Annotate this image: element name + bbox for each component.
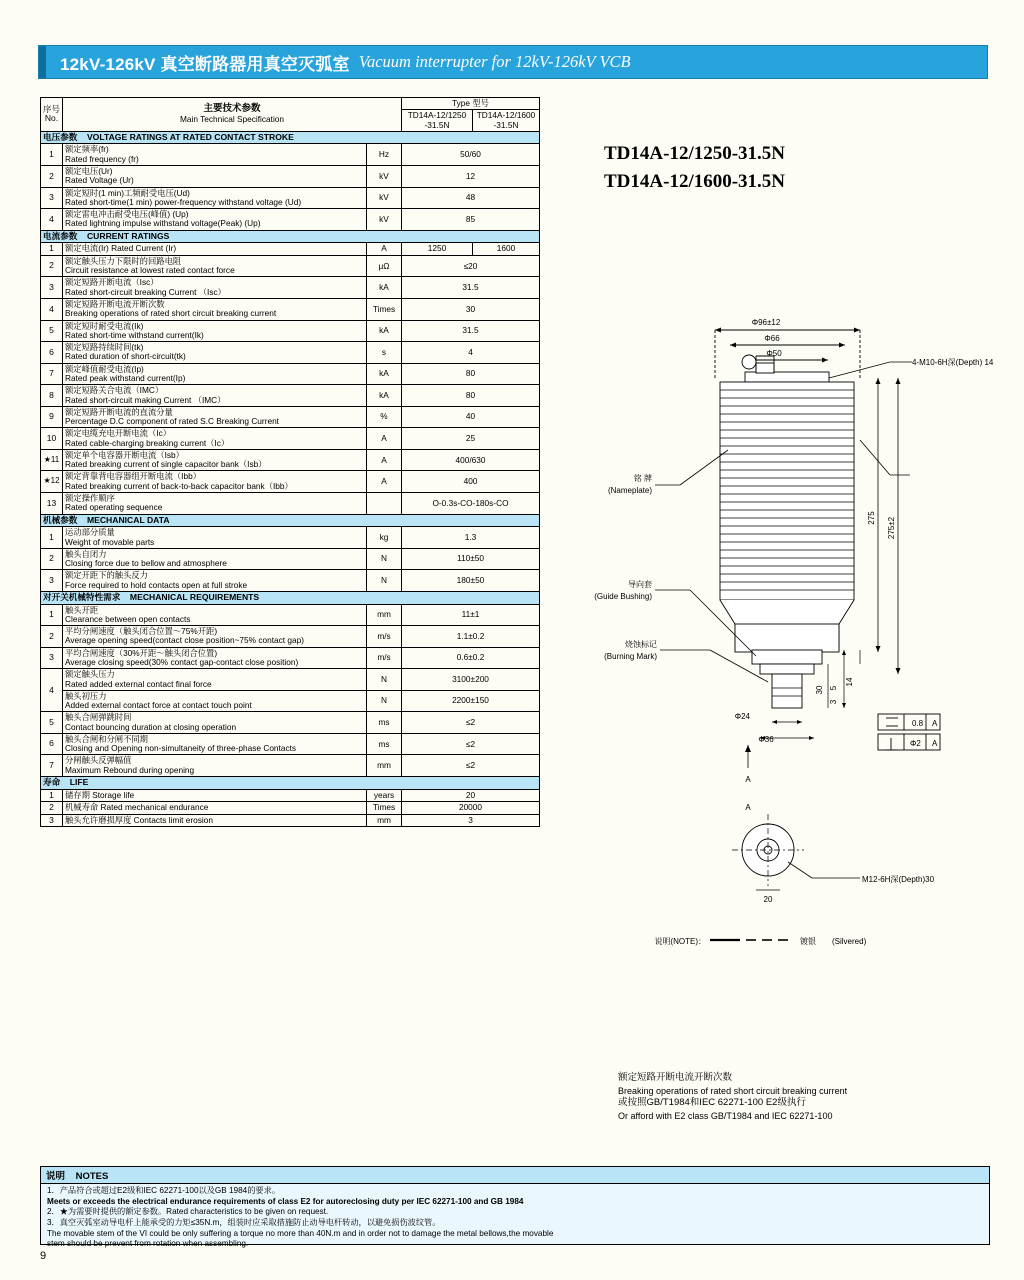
dim-height-275-2: 275±2 xyxy=(887,516,896,540)
section-mark-a-2: A xyxy=(745,803,751,812)
label-guide-bushing-cn: 导向套 xyxy=(628,580,652,589)
table-row: 2 额定电压(Ur) Rated Voltage (Ur) kV 12 xyxy=(41,166,540,188)
dim-30: 30 xyxy=(815,685,824,695)
gdt-parallel-value: 0.8 xyxy=(912,719,924,728)
specification-table xyxy=(40,97,540,827)
section-mark-a-1: A xyxy=(745,775,751,784)
dim-mounting-holes: 4-M10-6H深(Depth) 14 xyxy=(912,358,994,367)
table-row: 2 平均分闸速度（触头闭合位置～75%开距) Average opening speed(contact close position~75% contact gap) m/s 1.1±0.2 xyxy=(41,626,540,648)
table-row: 13 额定操作顺序 Rated operating sequence O-0.3s-CO-180s-CO xyxy=(41,493,540,515)
table-row: ★12 额定背靠背电容器组开断电流（Ibb） Rated breaking current of back-to-back capacitor bank（Ibb） A 400 xyxy=(41,471,540,493)
dim-height-275-1: 275 xyxy=(867,511,876,525)
gdt-datum-a-1: A xyxy=(932,719,938,728)
note-line: 2．★为需要时提供的额定参数。Rated characteristics to be given on request. xyxy=(47,1207,329,1217)
section-header-voltage: 电压参数 VOLTAGE RATINGS AT RATED CONTACT STROKE xyxy=(41,131,540,144)
dim-bottom-thread: M12-6H深(Depth)30 xyxy=(862,875,935,884)
table-row: 8 额定短路关合电流（IMC） Rated short-circuit making Current （IMC） kA 80 xyxy=(41,385,540,407)
model-line-2: TD14A-12/1600-31.5N xyxy=(604,170,786,192)
section-header-mechanical: 机械参数 MECHANICAL DATA xyxy=(41,514,540,527)
table-row: 触头初压力 Added external contact force at contact touch point N 2200±150 xyxy=(41,690,540,712)
drawing-note-silver-en: (Silvered) xyxy=(832,937,867,946)
table-row: 4 额定雷电冲击耐受电压(峰值) (Up) Rated lightning impulse withstand voltage(Peak) (Up) kV 85 xyxy=(41,209,540,231)
model-designations xyxy=(604,140,1004,195)
product-technical-drawing xyxy=(560,290,1020,990)
section-header-mech-req: 对开关机械特性需求 MECHANICAL REQUIREMENTS xyxy=(41,591,540,604)
gdt-datum-a-2: A xyxy=(932,739,938,748)
table-row: 9 额定短路开断电流的直流分量 Percentage D.C component of rated S.C Breaking Current % 40 xyxy=(41,406,540,428)
header-no: 序号 No. xyxy=(41,98,63,132)
label-burning-mark-cn: 烧蚀标记 xyxy=(625,640,657,649)
model-line-1: TD14A-12/1250-31.5N xyxy=(604,143,786,164)
banner-title-cn: 12kV-126kV 真空断路器用真空灭弧室 xyxy=(60,54,350,74)
table-row: 1 触头开距 Clearance between open contacts mm 11±1 xyxy=(41,604,540,626)
table-row: 2 机械寿命 Rated mechanical endurance Times 20000 xyxy=(41,802,540,815)
table-row: 4 额定短路开断电流开断次数 Breaking operations of rated short circuit breaking current Times 30 xyxy=(41,298,540,320)
label-burning-mark-en: (Burning Mark) xyxy=(604,652,657,661)
table-row: 3 额定短路开断电流（Isc） Rated short-circuit breaking Current （Isc） kA 31.5 xyxy=(41,277,540,299)
table-row: ★11 额定单个电容器开断电流（Isb） Rated breaking current of single capacitor bank（Isb） A 400/630 xyxy=(41,449,540,471)
table-row: 1 额定电流(Ir) Rated Current (Ir) A 1250 1600 xyxy=(41,243,540,256)
table-row: 10 额定电缆充电开断电流（Ic） Rated cable-charging breaking current（Ic） A 25 xyxy=(41,428,540,450)
note-line: 1．产品符合或超过E2级和IEC 62271-100以及GB 1984的要求。 xyxy=(47,1186,280,1195)
table-row: 3 额定短时(1 min)工频耐受电压(Ud) Rated short-time(1 min) power-frequency withstand voltage (Ud) kV 48 xyxy=(41,187,540,209)
table-row: 1 储存期 Storage life years 20 xyxy=(41,789,540,802)
table-row: 2 额定触头压力下限时的回路电阻 Circuit resistance at lowest rated contact force μΩ ≤20 xyxy=(41,255,540,277)
label-guide-bushing-en: (Guide Bushing) xyxy=(594,592,652,601)
notes-body xyxy=(41,1184,989,1252)
table-row: 7 分闸触头反弹幅值 Maximum Rebound during opening mm ≤2 xyxy=(41,755,540,777)
section-header-current: 电流参数 CURRENT RATINGS xyxy=(41,230,540,243)
dim-20: 20 xyxy=(763,895,773,904)
dim-phi24: Φ24 xyxy=(734,712,750,721)
dim-phi50: Φ50 xyxy=(766,349,782,358)
banner-accent-bar xyxy=(39,46,46,78)
table-row: 7 额定峰值耐受电流(Ip) Rated peak withstand current(Ip) kA 80 xyxy=(41,363,540,385)
dim-phi66: Φ66 xyxy=(764,334,780,343)
table-row: 3 额定开距下的触头反力 Force required to hold contacts open at full stroke N 180±50 xyxy=(41,570,540,592)
dim-5: 5 xyxy=(829,685,838,691)
header-model-2: TD14A-12/1600 -31.5N xyxy=(473,110,540,132)
table-row: 6 触头合闸和分闸不同期 Closing and Opening non-simultaneity of three-phase Contacts ms ≤2 xyxy=(41,733,540,755)
note-line: stem should be prevent from rotation when assembling. xyxy=(47,1239,249,1249)
note-line: The movable stem of the VI could be only suffering a torque no more than 40N.m and in order not to damage the metal bellows,the movable xyxy=(47,1228,554,1238)
table-row: 1 额定频率(fr) Rated frequency (fr) Hz 50/60 xyxy=(41,144,540,166)
dim-phi36: Φ36 xyxy=(758,735,774,744)
header-model-1: TD14A-12/1250 -31.5N xyxy=(402,110,473,132)
page-header-banner xyxy=(38,45,988,79)
dim-phi96: Φ96±12 xyxy=(751,318,781,327)
note-line: 3．真空灭弧室动导电杆上能承受的力矩≤35N.m，组装时应采取措施防止动导电杆转动，以避免损伤波纹管。 xyxy=(47,1217,441,1227)
page-number: 9 xyxy=(40,1250,47,1262)
table-row: 1 运动部分质量 Weight of movable parts kg 1.3 xyxy=(41,527,540,549)
dim-3: 3 xyxy=(829,699,838,705)
drawing-note-silver-cn: 镀银 xyxy=(800,937,816,946)
table-header-row xyxy=(41,98,540,110)
note-line-en-1: Breaking operations of rated short circuit breaking current xyxy=(618,1085,848,1096)
section-header-life: 寿命 LIFE xyxy=(41,777,540,790)
label-nameplate-en: (Nameplate) xyxy=(607,486,652,495)
table-row: 5 额定短时耐受电流(Ik) Rated short-time withstand current(Ik) kA 31.5 xyxy=(41,320,540,342)
table-row: 3 触头允许磨损厚度 Contacts limit erosion mm 3 xyxy=(41,814,540,827)
note-line: Meets or exceeds the electrical endurance requirements of class E2 for autoreclosing duty per IEC 62271-100 and GB 1984 xyxy=(47,1196,524,1206)
table-row: 6 额定短路持续时间(tk) Rated duration of short-circuit(tk) s 4 xyxy=(41,342,540,364)
note-line-en-2: Or afford with E2 class GB/T1984 and IEC 62271-100 xyxy=(618,1110,833,1121)
notes-box xyxy=(40,1166,990,1249)
breaking-operations-note xyxy=(618,1072,998,1122)
banner-title-en: Vacuum interrupter for 12kV-126kV VCB xyxy=(358,52,631,71)
table-row: 3 平均合闸速度（30%开距～触头闭合位置) Average closing speed(30% contact gap-contact close position) m/s 0.6±0.2 xyxy=(41,647,540,669)
header-spec: 主要技术参数 Main Technical Specification xyxy=(63,98,402,132)
note-line-cn-2: 或按照GB/T1984和IEC 62271-100 E2级执行 xyxy=(618,1096,806,1108)
notes-header: 说明 NOTES xyxy=(41,1167,989,1184)
table-row: 2 触头自闭力 Closing force due to bellow and atmosphere N 110±50 xyxy=(41,548,540,570)
gdt-perp-value: Φ2 xyxy=(910,739,921,748)
table-row: 5 触头合闸弹跳时间 Contact bouncing duration at closing operation ms ≤2 xyxy=(41,712,540,734)
label-nameplate-cn: 铭 牌 xyxy=(633,474,652,483)
header-type: Type 型号 xyxy=(402,98,540,110)
note-line-cn-1: 额定短路开断电流开断次数 xyxy=(618,1072,733,1083)
table-row: 4 额定触头压力 Rated added external contact final force N 3100±200 xyxy=(41,669,540,691)
dim-14: 14 xyxy=(845,677,854,687)
drawing-note-label: 说明(NOTE)： xyxy=(654,937,706,946)
